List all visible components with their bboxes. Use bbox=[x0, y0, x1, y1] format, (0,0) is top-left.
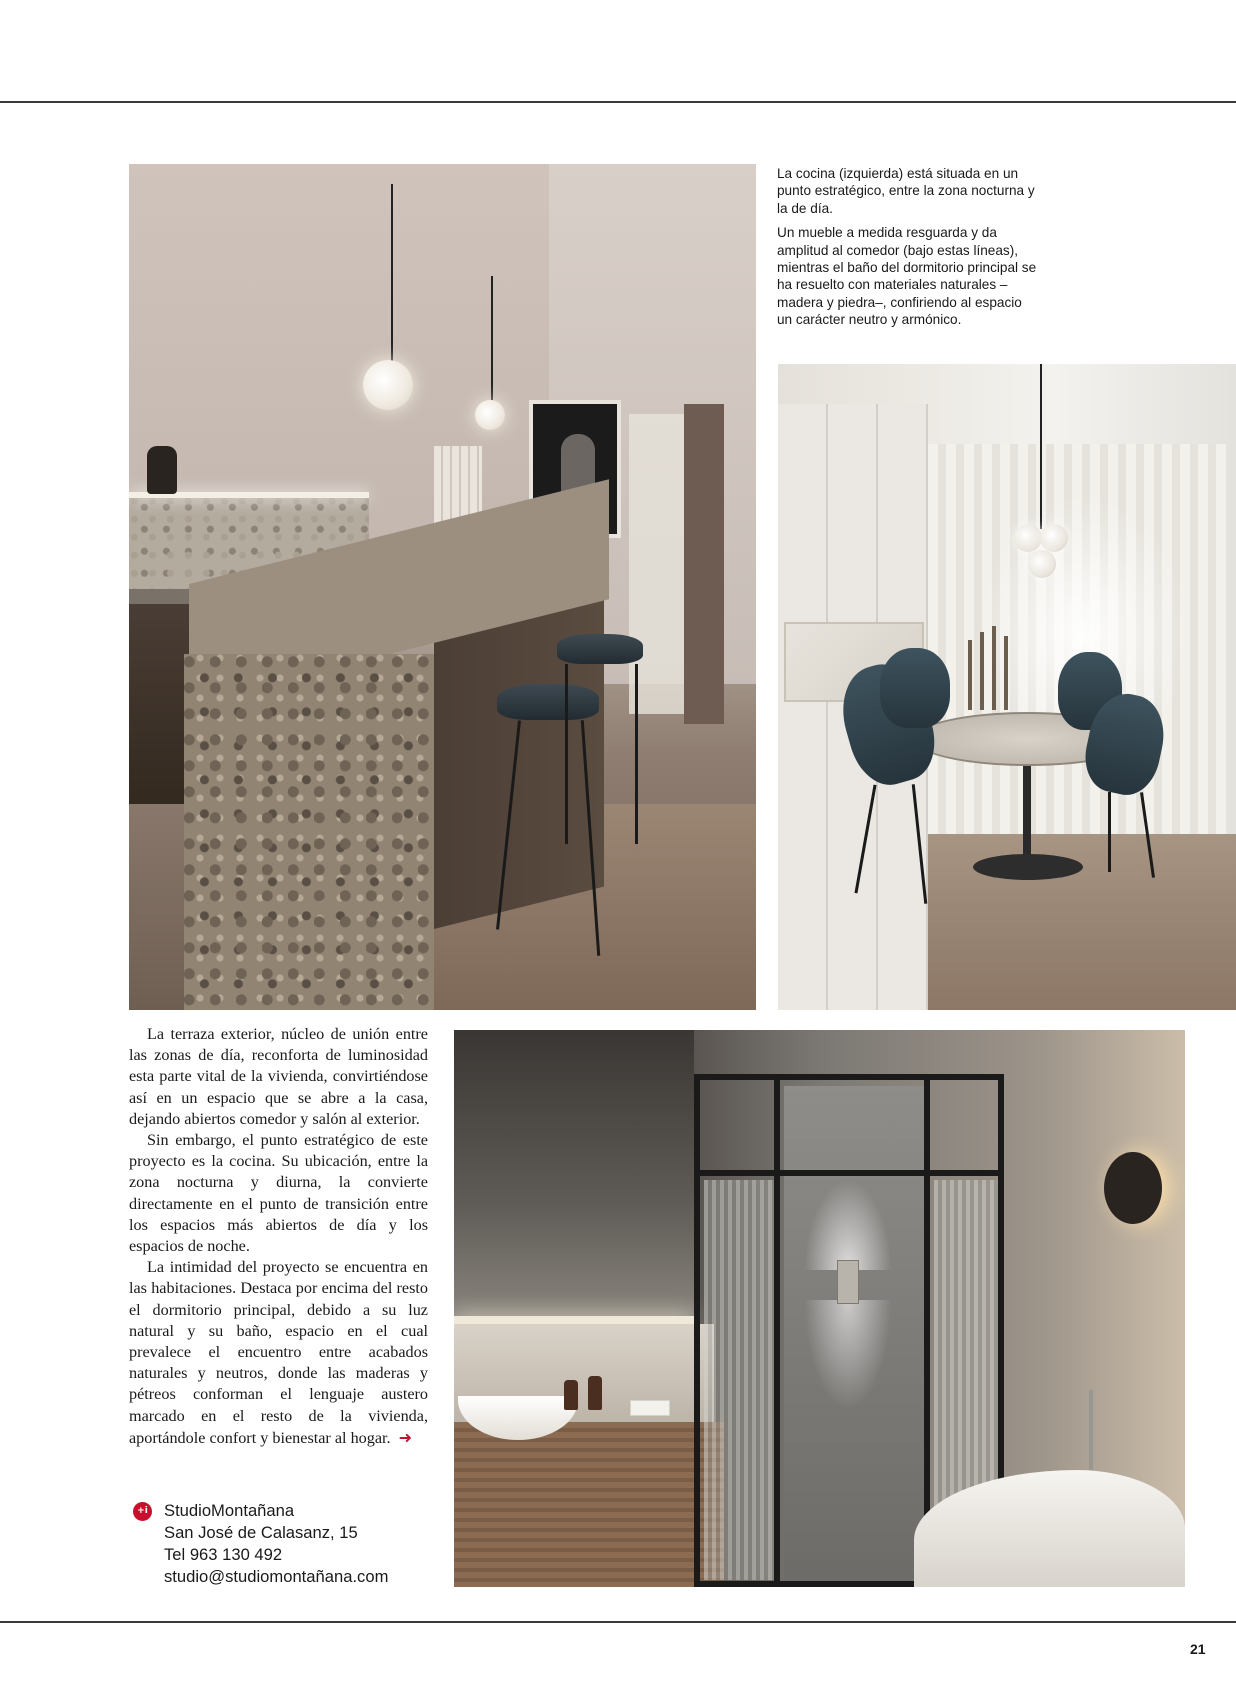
pendant-globe bbox=[475, 400, 505, 430]
round-wall-lamp bbox=[1104, 1152, 1162, 1224]
kitchen-doorway-light bbox=[629, 414, 689, 714]
bar-stool-seat bbox=[557, 634, 643, 664]
studio-phone: Tel 963 130 492 bbox=[164, 1545, 283, 1564]
partition-bar bbox=[694, 1170, 1004, 1176]
folded-towel bbox=[630, 1400, 670, 1416]
article-paragraph: Sin embargo, el punto estratégico de este proyecto es la cocina. Su ubicación, entre la zona nocturna y diurna, la convierte directamente en el punto de transición entre los espacios más abiertos de día y los espacios de noche. bbox=[129, 1131, 428, 1256]
dining-lamp-globe bbox=[1040, 524, 1068, 552]
studio-name: StudioMontañana bbox=[164, 1501, 295, 1520]
top-rule bbox=[0, 101, 1236, 103]
studio-email[interactable]: studio@studiomontañana.com bbox=[164, 1567, 389, 1586]
kitchen-island-front bbox=[184, 654, 434, 1010]
stool-leg bbox=[635, 664, 638, 844]
dining-table-base bbox=[973, 854, 1083, 880]
dining-lamp-globe bbox=[1014, 524, 1042, 552]
end-arrow-icon: ➜ bbox=[398, 1427, 413, 1447]
pendant-cord bbox=[491, 276, 493, 400]
pendant-cord bbox=[391, 184, 393, 372]
candle-holder bbox=[992, 626, 996, 710]
kitchen-photo bbox=[129, 164, 756, 1010]
bathroom-mirror bbox=[454, 1030, 694, 1320]
bottom-rule bbox=[0, 1621, 1236, 1623]
article-body bbox=[129, 1024, 428, 1449]
article-paragraph bbox=[129, 1257, 428, 1449]
dining-photo bbox=[778, 364, 1236, 1010]
soap-bottle bbox=[588, 1376, 602, 1410]
kitchen-door-frame bbox=[684, 404, 724, 724]
mirror-led bbox=[454, 1316, 694, 1324]
bar-stool-seat bbox=[497, 684, 599, 720]
partition-bar bbox=[774, 1074, 780, 1587]
studio-address: San José de Calasanz, 15 bbox=[164, 1523, 358, 1542]
photo-caption bbox=[777, 165, 1037, 336]
chair-leg bbox=[1108, 792, 1111, 872]
page-number: 21 bbox=[1190, 1641, 1206, 1657]
tub-faucet bbox=[1089, 1390, 1093, 1470]
candle-holder bbox=[980, 632, 984, 710]
stool-leg bbox=[565, 664, 568, 844]
article-paragraph-text: La intimidad del proyecto se encuentra en las habitaciones. Destaca por encima del resto el dormitorio principal, debido a su luz natural y su baño, espacio en el cual prevalece el encuentro entre acabados naturales y neutros, donde las maderas y pétreos conforman el lenguaje austero marcado en el resto de la vivienda, aportándole confort y bienestar al hogar. bbox=[129, 1258, 428, 1447]
caption-paragraph: La cocina (izquierda) está situada en un punto estratégico, entre la zona nocturna y la de día. bbox=[777, 166, 1035, 216]
dining-lamp-globe bbox=[1028, 550, 1056, 578]
dining-lamp-cord bbox=[1040, 364, 1042, 529]
caption-paragraph: Un mueble a medida resguarda y da amplitud al comedor (bajo estas líneas), mientras el baño del dormitorio principal se ha resuelto con materiales naturales –madera y piedra–, confiriendo al espacio un carácter neutro y armónico. bbox=[777, 225, 1037, 328]
bathroom-photo bbox=[454, 1030, 1185, 1587]
candle-holder bbox=[1004, 636, 1008, 710]
bathroom-vanity bbox=[454, 1422, 724, 1587]
kitchen-vase bbox=[147, 446, 177, 494]
article-paragraph: La terraza exterior, núcleo de unión entre las zonas de día, reconforta de luminosidad esta parte vital de la vivienda, convirtiéndose así en un espacio que se abre a la casa, dejando abiertos comedor y salón al exterior. bbox=[129, 1025, 428, 1128]
dining-chair bbox=[880, 648, 950, 728]
pendant-globe bbox=[363, 360, 413, 410]
contact-block bbox=[133, 1500, 433, 1588]
info-badge-icon: +i bbox=[133, 1502, 152, 1521]
soap-bottle bbox=[564, 1380, 578, 1410]
dining-table-stem bbox=[1023, 762, 1031, 862]
candle-holder bbox=[968, 640, 972, 710]
